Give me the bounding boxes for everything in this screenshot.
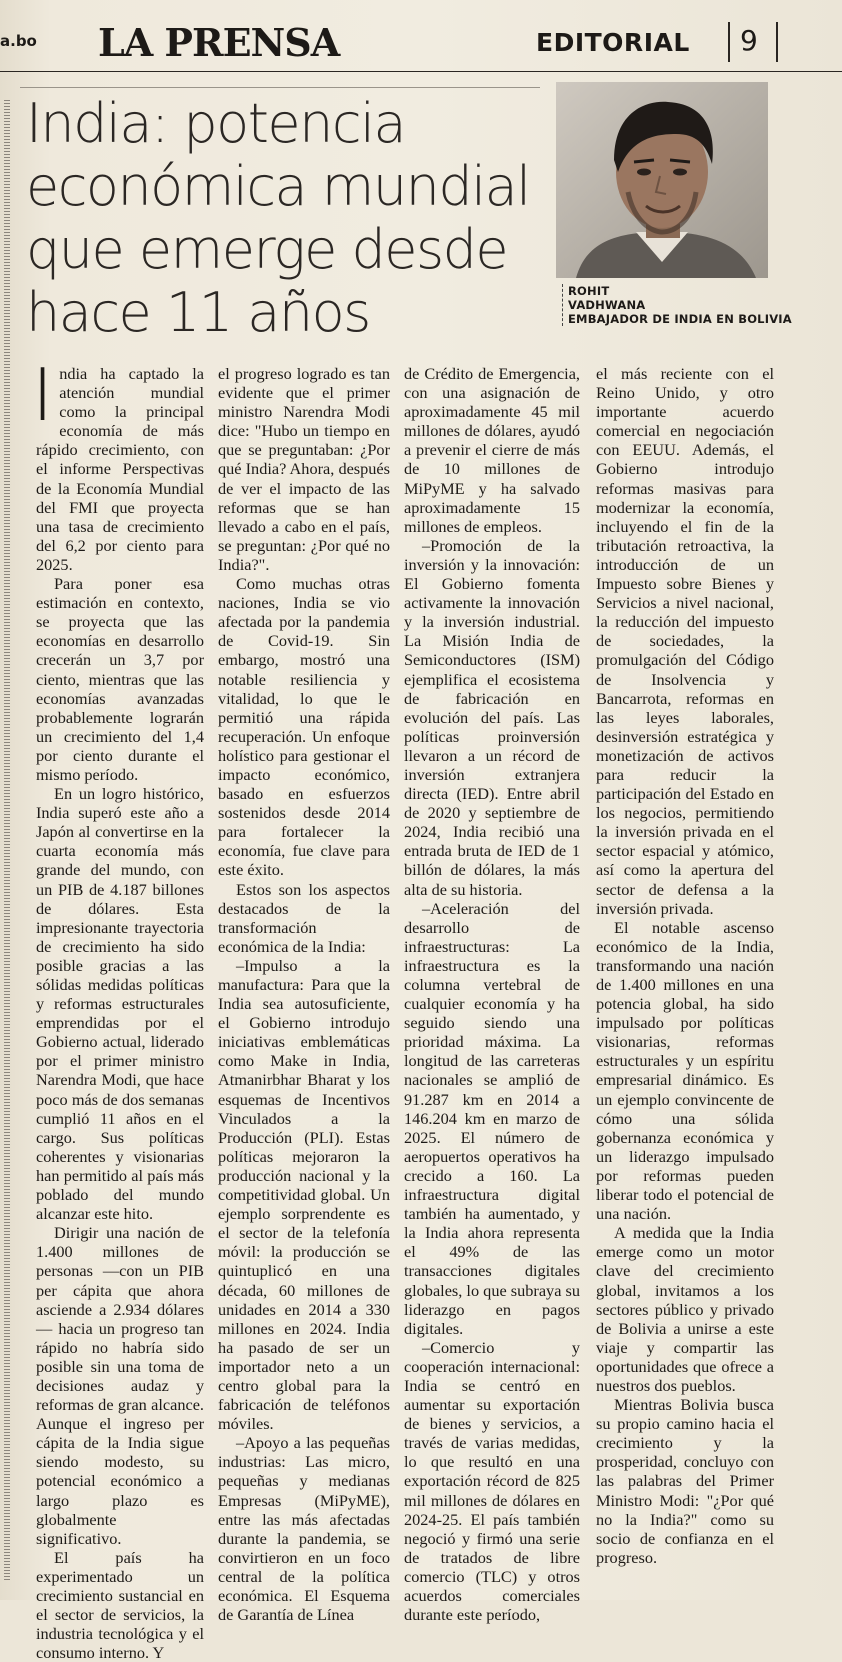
- paragraph: –Apoyo a las pequeñas industrias: Las micro, pequeñas y medianas Empresas (MiPyME), entre las más afectadas durante la pandemia, se convirtieron en un foco central de la política económica. El Esquema de Garantía de Línea: [218, 1433, 390, 1625]
- paragraph: [32, 353, 204, 574]
- paragraph: de Crédito de Emergencia, con una asignación de aproximadamente 45 mil millones de dólares, ayudó a prevenir el cierre de más de 10 millones de MiPyME y ha salvado aproximadamente 15 millones de empleos.: [404, 364, 580, 536]
- drop-cap: I: [32, 353, 54, 437]
- paragraph: A medida que la India emerge como un motor clave del crecimiento global, invitamos a los sectores público y privado de Bolivia a unirse a este viaje y compartir las oportunidades que ofrece a nuestros dos pueblos.: [596, 1223, 774, 1395]
- page-number-divider: [728, 22, 730, 62]
- page-number-divider: [776, 22, 778, 62]
- newspaper-logo: LA PRENSA: [98, 20, 340, 65]
- page-number: 9: [740, 24, 758, 57]
- paragraph-text: ndia ha captado la atención mundial como la principal economía de más rápido crecimiento, con el informe Perspectivas de la Economía Mundial del FMI que proyecta una tasa de crecimiento del 6,2 por ciento para 2025.: [36, 364, 204, 574]
- paragraph: Dirigir una nación de 1.400 millones de personas —con un PIB per cápita que ahora asciende a 2.934 dólares— hacia un progreso tan rápido no habría sido posible sin una toma de decisiones audaz y reformas de gran alcance. Aunque el ingreso per cápita de la India sigue siendo modesto, su potencial económico a largo plazo es globalmente significativo.: [36, 1223, 204, 1548]
- paragraph: Estos son los aspectos destacados de la transformación económica de la India:: [218, 879, 390, 956]
- author-role: EMBAJADOR DE INDIA EN BOLIVIA: [568, 312, 792, 326]
- paragraph: Como muchas otras naciones, India se vio afectada por la pandemia de Covid-19. Sin embargo, mostró una notable resiliencia y vitalidad, lo que le permitió una rápida recuperación. Un enfoque holístico para gestionar el impacto económico, basado en esfuerzos sostenidos desde 2014 para fortalecer la economía, fue clave para este éxito.: [218, 574, 390, 880]
- paragraph: el más reciente con el Reino Unido, y otro importante acuerdo comercial en negociación con EEUU. Además, el Gobierno introdujo reformas masivas para modernizar la economía, incluyendo el fin de la tributación retroactiva, la introducción de un Impuesto sobre Bienes y Servicios a nivel nacional, la reducción del impuesto de sociedades, la promulgación del Código de Insolvencia y Bancarrota, reformas en las leyes laborales, desinversión estratégica y monetización de activos para reducir la participación del Estado en los negocios, permitiendo la inversión privada en el sector espacial y atómico, así como la apertura del sector de defensa a la inversión privada.: [596, 364, 774, 918]
- paragraph: El notable ascenso económico de la India, transformando una nación de 1.400 millones en una potencia global, ha sido impulsado por políticas visionarias, reformas estructurales y un espíritu empresarial dinámico. Es un ejemplo convincente de cómo una sólida gobernanza económica y un liderazgo impulsado por reformas pueden liberar todo el potencial de una nación.: [596, 917, 774, 1224]
- paragraph: Mientras Bolivia busca su propio camino hacia el crecimiento y la prosperidad, concluyo con las palabras del Primer Ministro Modi: "¿Por qué no la India?" como su socio de confianza en el progreso.: [596, 1395, 774, 1567]
- paragraph: En un logro histórico, India superó este año a Japón al convertirse en la cuarta economía más grande del mundo, con un PIB de 4.187 billones de dólares. Esta impresionante trayectoria de crecimiento ha sido posible gracias a las sólidas medidas políticas y reformas estructurales emprendidas por el Gobierno actual, liderado por el primer ministro Narendra Modi, que hace poco más de dos semanas cumplió 11 años en el cargo. Sus políticas coherentes y visionarias han permitido al país más poblado del mundo alcanzar este hito.: [36, 784, 204, 1224]
- article-column-4: [596, 364, 774, 1574]
- paragraph: –Promoción de la inversión y la innovación: El Gobierno fomenta activamente la innovación y la inversión industrial. La Misión India de Semiconductores (ISM) ejemplifica el ecosistema de fabricación en evolución del país. Las políticas proinversión llevaron a un récord de inversión extranjera directa (IED). Entre abril de 2020 y septiembre de 2024, India recibió una entrada bruta de IED de 1 billón de dólares, la más alta de su historia.: [404, 535, 580, 899]
- paragraph: Para poner esa estimación en contexto, se proyecta que las economías en desarrollo crecerán un 3,7 por ciento, mientras que las economías avanzadas probablemente lograrán un crecimiento del 1,4 por ciento durante el mismo período.: [36, 574, 204, 784]
- masthead: [0, 10, 842, 72]
- author-last-name: VADHWANA: [568, 298, 646, 312]
- site-url-fragment: a.bo: [0, 32, 37, 50]
- paragraph: –Impulso a la manufactura: Para que la India sea autosuficiente, el Gobierno introdujo iniciativas emblemáticas como Make in India, Atmanirbhar Bharat y los esquemas de Incentivos Vinculados a la Producción (PLI). Estas políticas mejoraron la producción nacional y la competitividad global. Un ejemplo sorprendente es el sector de la telefonía móvil: la producción se quintuplicó en una década, 60 millones de unidades en 2014 a 330 millones en 2024. India ha pasado de ser un importador neto a un centro global para la fabricación de teléfonos móviles.: [218, 955, 390, 1434]
- paragraph: –Aceleración del desarrollo de infraestructuras: La infraestructura es la columna vertebral de cualquier economía y ha seguido siendo una prioridad máxima. La longitud de las carreteras nacionales se amplió de 91.287 km en 2014 a 146.204 km en marzo de 2025. El número de aeropuertos operativos ha crecido a 160. La infraestructura digital también ha aumentado, y la India ahora representa el 49% de las transacciones digitales globales, lo que subraya su liderazgo en pagos digitales.: [404, 898, 580, 1338]
- article-column-2: [218, 364, 390, 1625]
- author-photo: [556, 82, 768, 278]
- headline: India: potencia económica mundial que emerge desde hace 11 años: [26, 92, 530, 344]
- left-hatch-rule: [4, 100, 10, 1580]
- author-first-name: ROHIT: [568, 284, 610, 298]
- paragraph: –Comercio y cooperación internacional: India se centró en aumentar su exportación de bienes y servicios, a través de varias medidas, lo que resultó en una exportación récord de 825 mil millones de dólares en 2024-25. El país también negoció y firmó una serie de tratados de libre comercio (TLC) y otros acuerdos comerciales durante este período,: [404, 1337, 580, 1625]
- author-portrait-illustration: [556, 82, 768, 278]
- paragraph: el progreso logrado es tan evidente que el primer ministro Narendra Modi dice: "Hubo un tiempo en que se preguntaban: ¿Por qué India? Ahora, después de ver el impacto de las reformas que se han llevado a cabo en el país, se preguntan: ¿Por qué no India?".: [218, 364, 390, 574]
- top-rule: [20, 84, 540, 88]
- section-label: EDITORIAL: [536, 28, 690, 57]
- paragraph: El país ha experimentado un crecimiento sustancial en el sector de servicios, la industria tecnológica y el consumo interno. Y: [36, 1547, 204, 1662]
- author-byline: [562, 284, 792, 326]
- article-column-3: [404, 364, 580, 1625]
- article-column-1: [32, 353, 204, 1662]
